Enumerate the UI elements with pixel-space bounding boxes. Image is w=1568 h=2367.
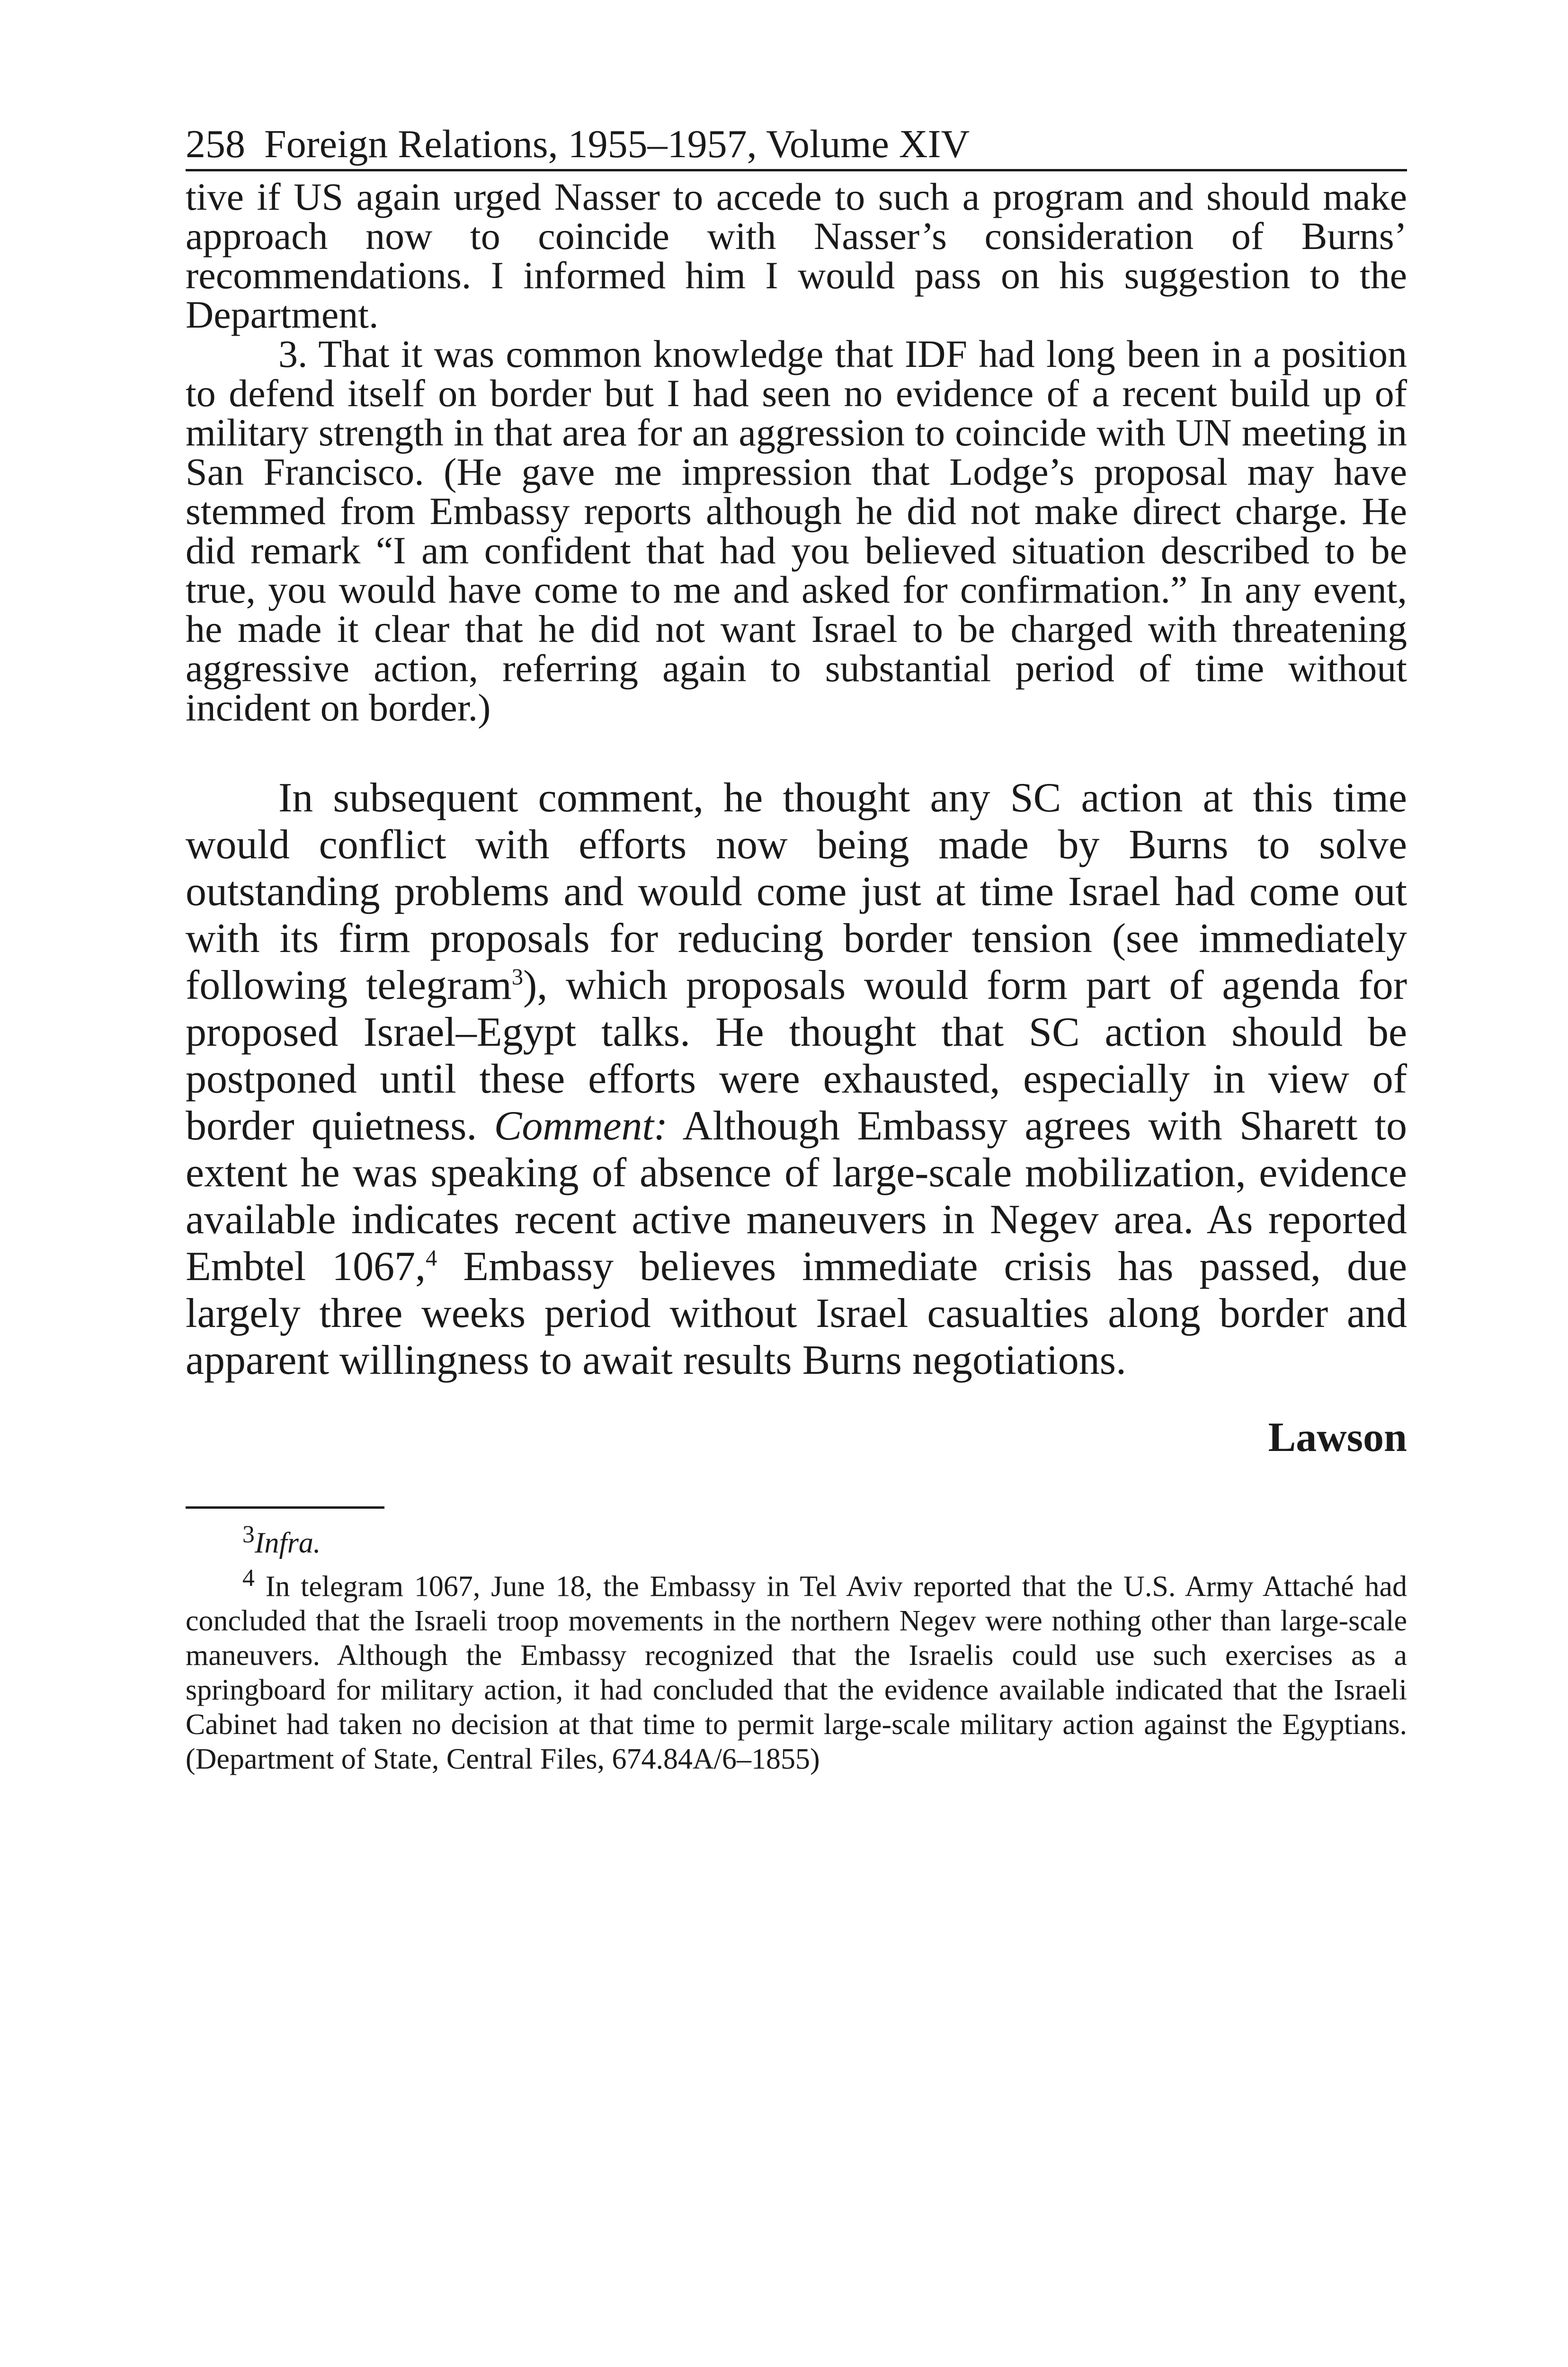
footnote-4 (186, 1561, 1407, 1777)
quote-paragraph-continuation: tive if US again urged Nasser to accede to such a program and should make approach now to coincide with Nasser’s consideration of Burns’ recommendations. I informed him I would pass on his suggestion to the Department. (186, 175, 1407, 336)
body-text-part-3: Although Embassy agrees with Sharett to extent he was speaking of absence of large-scale mobilization, evidence available indicates recent active maneuvers in Negev area. As reported Embtel 1067, (186, 1103, 1407, 1290)
comment-label: Comment: (494, 1103, 668, 1149)
body-paragraph (186, 774, 1407, 1384)
footnote-divider (186, 1506, 384, 1509)
footnote-4-marker: 4 (242, 1564, 255, 1592)
footnote-ref-3[interactable]: 3 (511, 964, 524, 990)
body-text-part-1: In subsequent comment, he thought any SC action at this time would conflict with efforts now being made by Burns to solve outstanding problems and would come just at time Israel had come out with its firm proposals for reducing border tension (see immediately following telegram (186, 775, 1407, 1008)
running-head-title: Foreign Relations, 1955–1957, Volume XIV (264, 122, 970, 166)
signature: Lawson (1268, 1415, 1407, 1460)
footnote-3 (186, 1517, 1407, 1561)
footnote-3-text: Infra. (254, 1527, 321, 1559)
quoted-telegram (186, 177, 1407, 727)
page-number: 258 (186, 122, 245, 166)
document-page (186, 121, 1407, 1777)
body-text-part-4: Embassy believes immediate crisis has passed, due largely three weeks period without Israel casualties along border and apparent willingness to await results Burns negotiations. (186, 1244, 1407, 1383)
quote-paragraph-3: 3. That it was common knowledge that IDF had long been in a position to defend itself on border but I had seen no evidence of a recent build up of military strength in that area for an aggression to coincide with UN meeting in San Francisco. (He gave me impression that Lodge’s proposal may have stemmed from Embassy reports although he did not make direct charge. He did remark “I am confident that had you believed situation described to be true, you would have come to me and asked for confirmation.” In any event, he made it clear that he did not want Israel to be charged with threatening aggressive action, referring again to substantial period of time without incident on border.) (186, 332, 1407, 729)
footnote-4-text: In telegram 1067, June 18, the Embassy in Tel Aviv reported that the U.S. Army Attaché had concluded that the Israeli troop movements in the northern Negev were nothing other than large-scale maneuvers. Although the Embassy recognized that the Israelis could use such exercises as a springboard for military action, it had concluded that the evidence available indicated that the Israeli Cabinet had taken no decision at that time to permit large-scale military action against the Egyptians. (Department of State, Central Files, 674.84A/6–1855) (186, 1570, 1408, 1776)
footnote-3-marker: 3 (242, 1521, 255, 1548)
footnote-ref-4[interactable]: 4 (426, 1246, 437, 1271)
footnotes (186, 1517, 1407, 1777)
body-text-part-2: ), which proposals would form part of agenda for proposed Israel–Egypt talks. He thought that SC action should be postponed until these efforts were exhausted, especially in view of border quietness. (186, 962, 1407, 1149)
body-text (186, 774, 1407, 1384)
running-head (186, 121, 1407, 171)
